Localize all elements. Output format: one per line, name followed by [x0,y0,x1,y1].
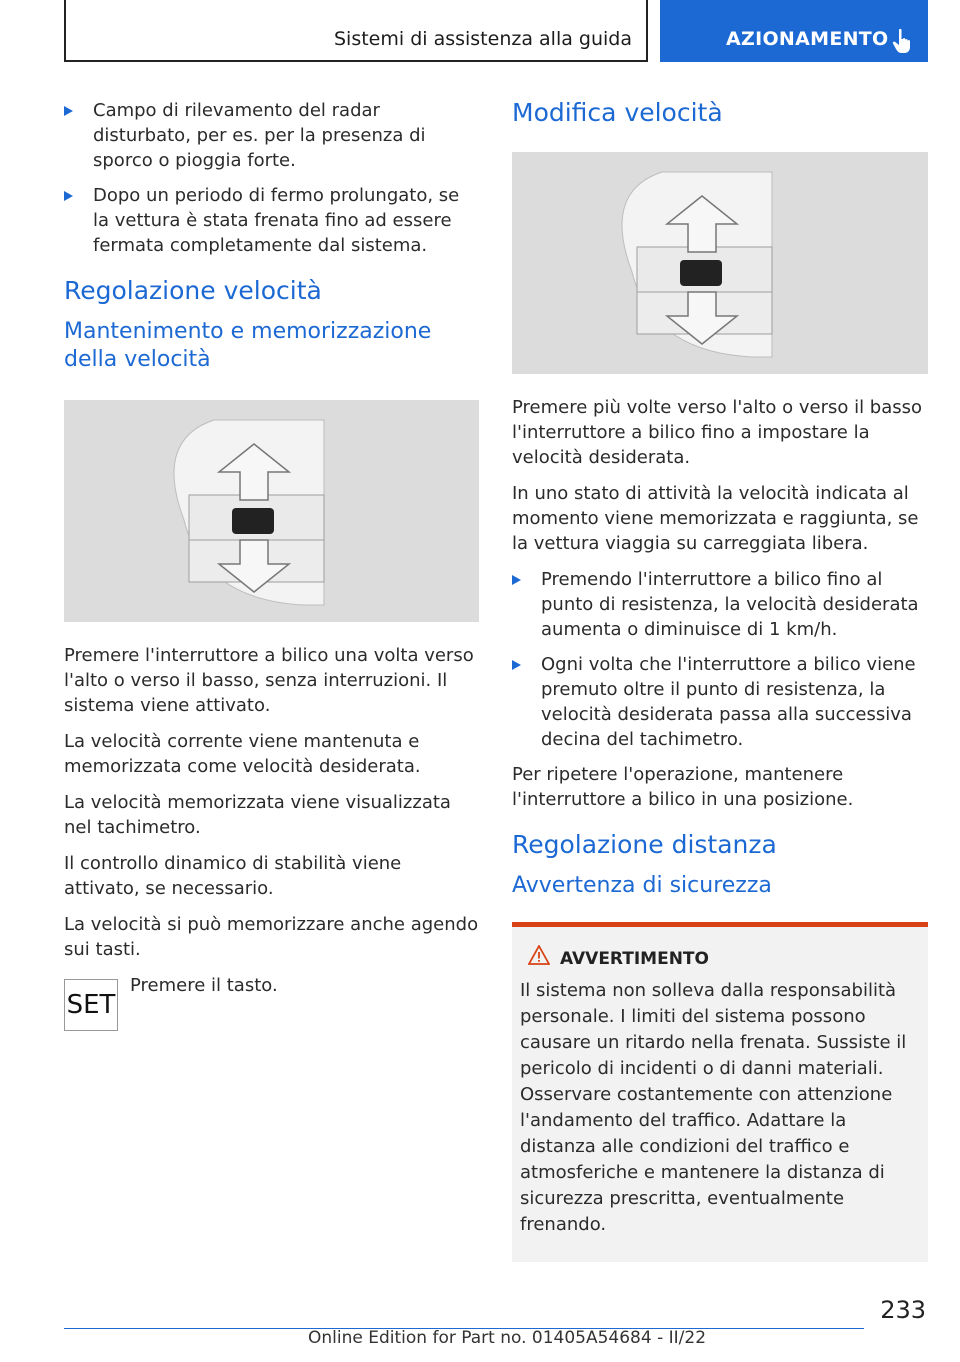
page-number: 233 [880,1296,926,1324]
edition-note: Online Edition for Part no. 01405A54684 - II/22 [308,1328,707,1348]
heading-speed-memory: Mantenimento e memorizzazione della velocità [64,319,432,372]
triangle-bullet-icon [512,660,521,670]
paragraph: Per ripetere l'operazione, mantenere l'interruttore a bilico in una posizione. [512,764,854,810]
triangle-bullet-icon [512,575,521,585]
section-tab [64,0,648,62]
chapter-title: AZIONAMENTO [726,28,889,50]
paragraph: Premere più volte verso l'alto o verso il basso l'interruttore a bilico fino a impostare la velocità desiderata. [512,397,923,468]
paragraph: Il controllo dinamico di stabilità viene attivato, se necessario. [64,853,402,899]
page-header [64,0,928,62]
triangle-bullet-icon [64,106,73,116]
triangle-bullet-icon [64,191,73,201]
list-item: Campo di rilevamento del radar disturbato, per es. per la presenza di sporco o pioggia forte. [64,98,479,173]
set-instruction-text: Premere il tasto. [130,975,278,996]
set-instruction [64,973,479,1035]
heading-safety: Avvertenza di sicurezza [512,873,772,898]
warning-text: Il sistema non solleva dalla responsabilità personale. I limiti del sistema possono causare un ritardo nella frenata. Sussiste il pericolo di incidenti o di danni materiali. Osservare costantemente con attenzione l'andamento del traffico. Adattare la distanza alle condizioni del traffico e atmosferiche e mantenere la distanza di sicurezza prescritta, eventualmente frenando. [520,980,907,1235]
right-column [512,98,928,1262]
paragraph: La velocità memorizzata viene visualizzata nel tachimetro. [64,792,451,838]
list-item: Dopo un periodo di fermo prolungato, se la vettura è stata frenata fino ad essere fermata completamente dal sistema. [64,183,479,258]
warning-triangle-icon [528,945,550,965]
warning-title: AVVERTIMENTO [560,947,920,972]
paragraph: In uno stato di attività la velocità indicata al momento viene memorizzata e raggiunta, se la vettura viaggia su carreggiata libera. [512,483,919,554]
chapter-tab [660,0,928,62]
paragraph: La velocità si può memorizzare anche agendo sui tasti. [64,914,479,960]
heading-modify-speed: Modifica velocità [512,98,723,127]
warning-box [512,922,928,1262]
paragraph: La velocità corrente viene mantenuta e memorizzata come velocità desiderata. [64,731,421,777]
list-item: Premendo l'interruttore a bilico fino al punto di resistenza, la velocità desiderata aumenta o diminuisce di 1 km/h. [512,567,928,642]
rocker-switch-photo [64,400,479,622]
heading-distance: Regolazione distanza [512,830,777,859]
pointing-hand-icon [892,28,914,54]
paragraph: Premere l'interruttore a bilico una volta verso l'alto o verso il basso, senza interruzioni. Il sistema viene attivato. [64,645,474,716]
section-title: Sistemi di assistenza alla guida [333,28,632,50]
set-button-symbol: SET [64,979,118,1031]
list-item: Ogni volta che l'interruttore a bilico viene premuto oltre il punto di resistenza, la velocità desiderata passa alla successiva decina del tachimetro. [512,652,928,752]
rocker-switch-photo-2 [512,152,928,374]
heading-speed-regulation: Regolazione velocità [64,276,322,305]
left-column [64,98,479,1035]
